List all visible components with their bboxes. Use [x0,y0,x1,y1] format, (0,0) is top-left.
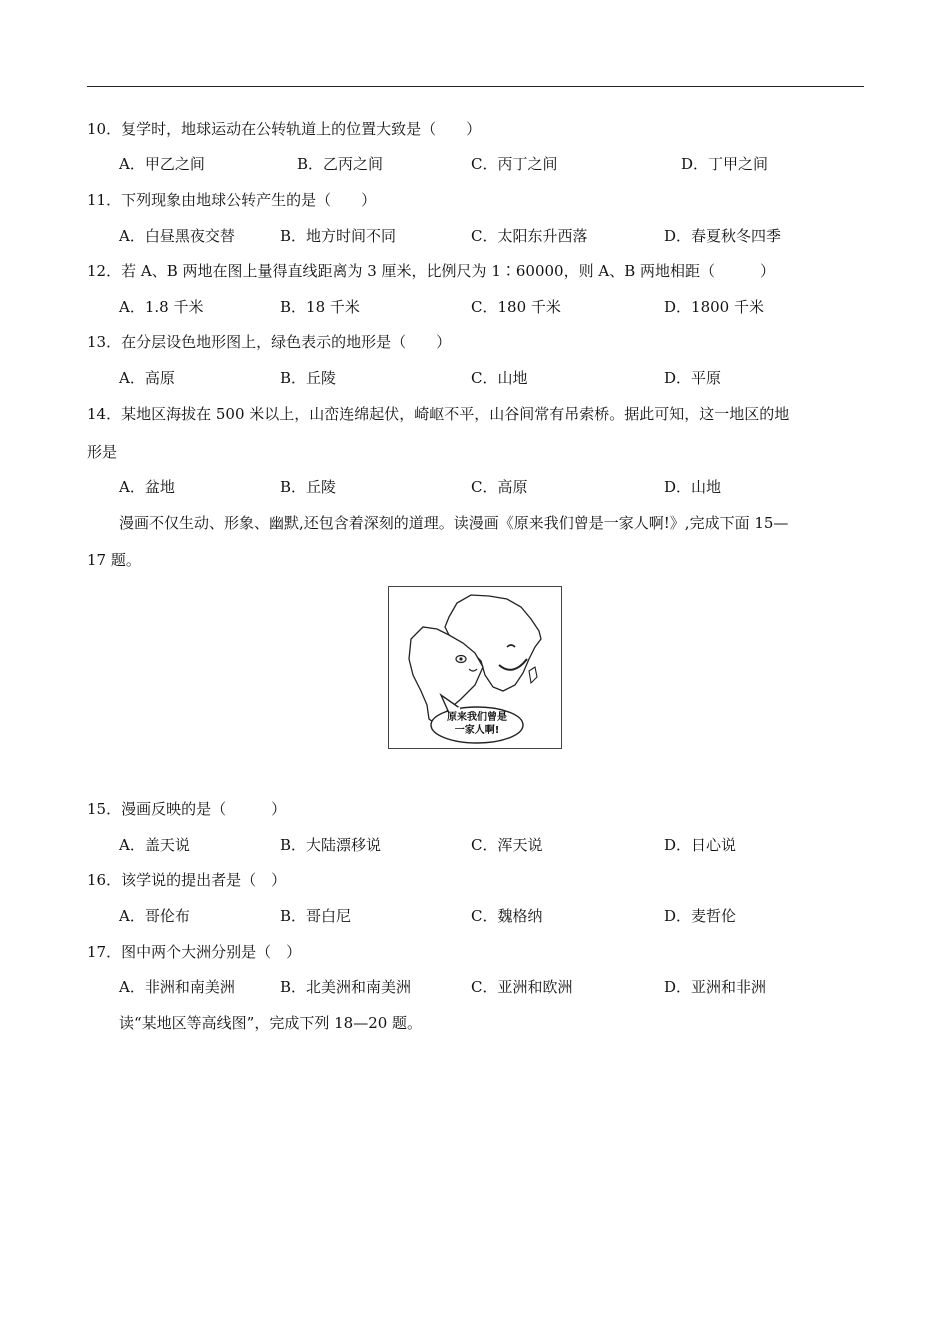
question-10-stem: 10．复学时，地球运动在公转轨道上的位置大致是（ ） [87,120,482,138]
question-11-stem: 11．下列现象由地球公转产生的是（ ） [87,191,377,209]
contour-map-intro: 读“某地区等高线图”，完成下列 18—20 题。 [119,1014,423,1032]
question-13-option-c: C．山地 [471,369,528,387]
question-14-option-a: A．盆地 [119,478,175,496]
madagascar-outline [529,667,537,683]
question-16-option-c: C．魏格纳 [471,907,543,925]
question-11-option-b: B．地方时间不同 [280,227,397,245]
question-10-option-c: C．丙丁之间 [471,155,558,173]
continental-drift-cartoon [388,586,562,749]
question-14-option-d: D．山地 [664,478,722,496]
question-11-option-c: C．太阳东升西落 [471,227,588,245]
speech-bubble-text [437,711,517,737]
question-16-option-d: D．麦哲伦 [664,907,737,925]
question-17-stem: 17．图中两个大洲分别是（ ） [87,943,302,961]
question-10-option-d: D．丁甲之间 [681,155,769,173]
bubble-text-line2: 一家人啊! [454,725,500,736]
bubble-text-line1: 原来我们曾是 [447,712,507,723]
cartoon-intro-line2: 17 题。 [87,551,141,569]
question-13-option-d: D．平原 [664,369,722,387]
question-17-option-b: B．北美洲和南美洲 [280,978,412,996]
question-12-option-c: C．180 千米 [471,298,561,316]
question-13-option-b: B．丘陵 [280,369,337,387]
question-15-option-d: D．日心说 [664,836,737,854]
question-12-stem: 12．若 A、B 两地在图上量得直线距离为 3 厘米，比例尺为 1∶60000，则 A、B 两地相距（ ） [87,262,775,280]
question-16-option-b: B．哥白尼 [280,907,352,925]
question-15-stem: 15．漫画反映的是（ ） [87,800,287,818]
question-11-option-a: A．白昼黑夜交替 [119,227,235,245]
question-15-option-a: A．盖天说 [119,836,190,854]
south-america-pupil [459,657,462,660]
cartoon-intro-line1: 漫画不仅生动、形象、幽默,还包含着深刻的道理。读漫画《原来我们曾是一家人啊!》,完成下面 15— [119,514,789,532]
question-11-option-d: D．春夏秋冬四季 [664,227,782,245]
question-17-option-d: D．亚洲和非洲 [664,978,767,996]
question-14-stem-line2: 形是 [87,443,118,461]
question-14-stem-line1: 14．某地区海拔在 500 米以上，山峦连绵起伏，崎岖不平，山谷间常有吊索桥。据此可知，这一地区的地 [87,405,790,423]
header-rule [87,86,864,87]
question-12-option-a: A．1.8 千米 [119,298,204,316]
question-13-stem: 13．在分层设色地形图上，绿色表示的地形是（ ） [87,333,452,351]
question-14-option-b: B．丘陵 [280,478,337,496]
question-16-option-a: A．哥伦布 [119,907,190,925]
question-12-option-d: D．1800 千米 [664,298,764,316]
question-10-option-a: A．甲乙之间 [119,155,205,173]
question-17-option-c: C．亚洲和欧洲 [471,978,573,996]
question-16-stem: 16．该学说的提出者是（ ） [87,871,287,889]
question-13-option-a: A．高原 [119,369,175,387]
question-10-option-b: B．乙丙之间 [297,155,384,173]
question-12-option-b: B．18 千米 [280,298,360,316]
question-17-option-a: A．非洲和南美洲 [119,978,235,996]
question-15-option-c: C．浑天说 [471,836,543,854]
question-15-option-b: B．大陆漂移说 [280,836,382,854]
question-14-option-c: C．高原 [471,478,528,496]
